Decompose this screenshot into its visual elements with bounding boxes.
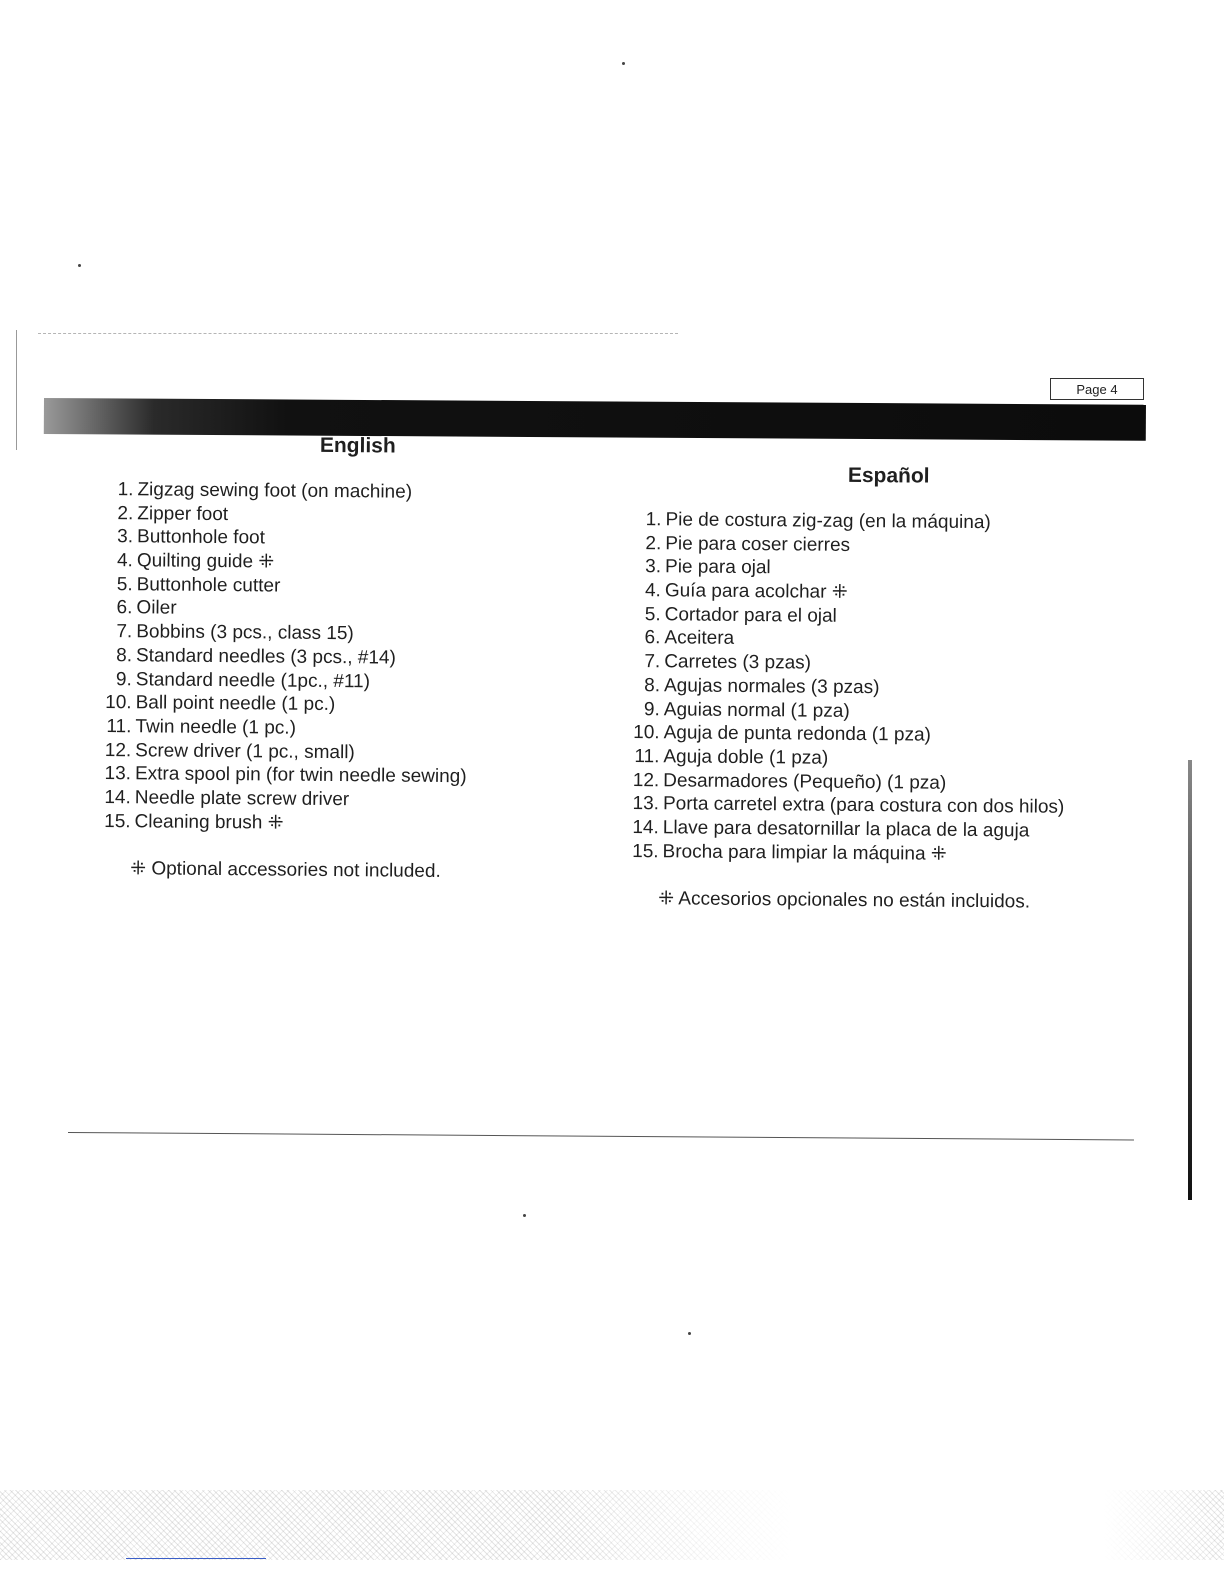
item-number: 7. — [116, 621, 133, 643]
english-column — [100, 432, 544, 884]
item-number: 11. — [634, 745, 660, 768]
item-text: Aceitera — [664, 627, 735, 650]
item-number: 1. — [645, 509, 662, 531]
item-text: Needle plate screw driver — [134, 787, 350, 811]
item-number: 14. — [104, 786, 131, 809]
item-text: Screw driver (1 pc., small) — [135, 739, 355, 763]
scan-edge-shadow — [1188, 760, 1192, 1200]
item-number: 11. — [106, 715, 132, 738]
item-text: Cortador para el ojal — [664, 604, 837, 627]
item-text: Agujas normales (3 pzas) — [663, 675, 880, 698]
item-text: Extra spool pin (for twin needle sewing) — [134, 763, 467, 788]
scan-noise-band — [0, 1490, 1224, 1560]
spanish-column — [628, 462, 1152, 915]
item-text: Pie para coser cierres — [665, 532, 851, 556]
item-number: 4. — [644, 580, 661, 602]
item-text: Quilting guide ⁜ — [136, 550, 275, 573]
item-number: 13. — [104, 763, 132, 785]
item-text: Zigzag sewing foot (on machine) — [137, 479, 413, 503]
list-item — [103, 549, 543, 577]
spanish-accessory-list — [628, 508, 1151, 868]
item-number: 10. — [633, 722, 660, 744]
item-number: 2. — [645, 532, 662, 554]
item-text: Cleaning brush ⁜ — [134, 810, 284, 834]
item-text: Llave para desatornillar la placa de la aguja — [662, 817, 1030, 842]
scan-speck — [688, 1332, 691, 1335]
item-text: Standard needle (1pc., #11) — [135, 668, 371, 692]
page-number-box: Page 4 — [1050, 378, 1144, 400]
item-text: Twin needle (1 pc.) — [135, 716, 297, 739]
item-text: Zipper foot — [137, 502, 229, 525]
item-number: 12. — [632, 769, 660, 791]
item-text: Ball point needle (1 pc.) — [135, 692, 336, 716]
list-item — [103, 478, 543, 506]
item-number: 12. — [104, 739, 132, 761]
item-number: 3. — [117, 526, 134, 548]
item-number: 3. — [645, 556, 662, 578]
optional-accessories-note: ⁜ Optional accessories not included. — [130, 858, 441, 883]
item-number: 6. — [644, 627, 661, 649]
list-item — [100, 810, 540, 838]
scan-speck — [78, 264, 81, 267]
item-text: Pie de costura zig-zag (en la máquina) — [665, 509, 991, 534]
item-number: 6. — [116, 597, 133, 619]
item-number: 10. — [105, 692, 132, 714]
item-text: Aguja doble (1 pza) — [663, 746, 829, 769]
list-item — [101, 786, 541, 814]
item-text: Aguja de punta redonda (1 pza) — [663, 722, 931, 746]
bottom-divider — [68, 1132, 1134, 1140]
english-heading: English — [319, 433, 396, 458]
english-accessory-list — [100, 478, 543, 837]
item-number: 9. — [643, 698, 660, 720]
item-text: Porta carretel extra (para costura con dos hilos) — [662, 793, 1065, 819]
list-item — [101, 715, 541, 743]
item-number: 5. — [116, 573, 133, 596]
item-text: Bobbins (3 pcs., class 15) — [136, 621, 354, 645]
scan-speck — [622, 62, 625, 65]
item-text: Buttonhole foot — [136, 526, 265, 549]
item-number: 15. — [632, 840, 659, 862]
item-number: 9. — [115, 668, 132, 690]
item-text: Oiler — [136, 597, 177, 620]
scan-artifact-line — [38, 333, 678, 334]
item-text: Pie para ojal — [664, 556, 771, 579]
item-number: 4. — [116, 550, 133, 572]
item-text: Aguias normal (1 pza) — [663, 698, 850, 722]
scan-edge-line — [16, 330, 17, 450]
item-number: 8. — [644, 674, 661, 697]
item-number: 2. — [117, 502, 134, 524]
item-number: 8. — [116, 644, 133, 667]
item-text: Brocha para limpiar la máquina ⁜ — [662, 840, 947, 865]
list-item — [102, 620, 542, 648]
item-number: 14. — [632, 816, 659, 839]
list-item — [102, 644, 542, 672]
list-item — [628, 840, 1148, 868]
spanish-heading: Español — [847, 463, 930, 488]
scan-artifact-underline — [126, 1558, 266, 1559]
item-number: 7. — [644, 651, 661, 673]
item-text: Carretes (3 pzas) — [664, 651, 812, 674]
item-text: Desarmadores (Pequeño) (1 pza) — [663, 769, 947, 794]
item-number: 13. — [632, 793, 660, 815]
item-text: Guía para acolchar ⁜ — [664, 580, 848, 603]
item-number: 5. — [644, 603, 661, 626]
scan-speck — [523, 1214, 526, 1217]
item-text: Buttonhole cutter — [136, 574, 281, 597]
item-number: 1. — [117, 479, 134, 501]
item-number: 15. — [104, 810, 131, 832]
optional-accessories-note: ⁜ Accesorios opcionales no están incluidos. — [658, 888, 1031, 913]
item-text: Standard needles (3 pcs., #14) — [135, 645, 396, 669]
